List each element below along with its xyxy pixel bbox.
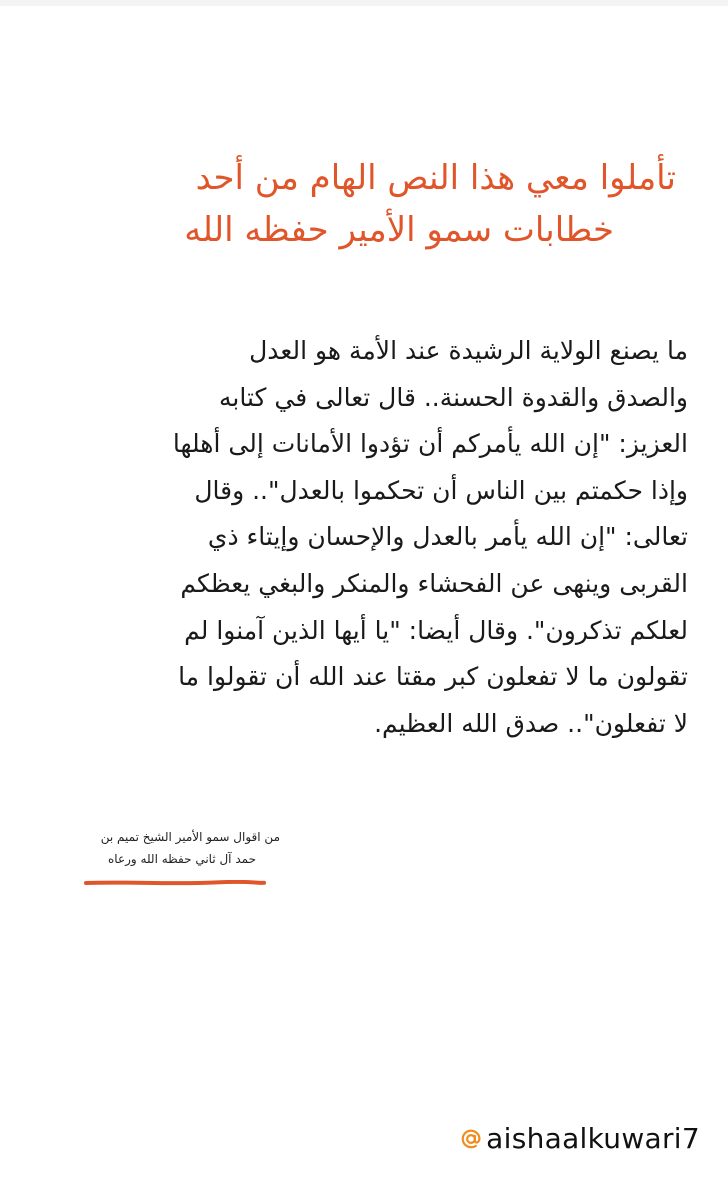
page-title bbox=[80, 152, 676, 256]
body-line: لعلكم تذكرون". وقال أيضا: "يا أيها الذين آمنوا لم bbox=[184, 615, 688, 645]
body-line: تعالى: "إن الله يأمر بالعدل والإحسان وإيتاء ذي bbox=[207, 522, 688, 552]
marker-underline bbox=[84, 880, 266, 886]
attribution-caption bbox=[40, 826, 280, 870]
title-line-2: خطابات سمو الأمير حفظه الله bbox=[184, 210, 614, 250]
body-line: تقولون ما لا تفعلون كبر مقتا عند الله أن تقولوا ما bbox=[178, 662, 688, 692]
body-line: وإذا حكمتم بين الناس أن تحكموا بالعدل".. وقال bbox=[194, 475, 688, 505]
handle-text: aishaalkuwari7 bbox=[486, 1122, 700, 1155]
quote-body bbox=[48, 328, 688, 747]
caption-line-2: حمد آل ثاني حفظه الله ورعاه bbox=[108, 852, 256, 866]
at-sign-icon bbox=[460, 1128, 482, 1150]
body-line: لا تفعلون".. صدق الله العظيم. bbox=[374, 708, 688, 738]
caption-line-1: من اقوال سمو الأمير الشيخ تميم بن bbox=[100, 830, 280, 844]
title-line-1: تأملوا معي هذا النص الهام من أحد bbox=[195, 158, 676, 198]
body-line: ما يصنع الولاية الرشيدة عند الأمة هو العدل bbox=[249, 336, 688, 365]
author-handle bbox=[460, 1122, 700, 1155]
body-line: القربى وينهى عن الفحشاء والمنكر والبغي يعظكم bbox=[180, 568, 688, 598]
body-line: العزيز: "إن الله يأمركم أن تؤدوا الأمانات إلى أهلها bbox=[172, 429, 688, 459]
top-strip bbox=[0, 0, 728, 6]
underline-stroke bbox=[86, 882, 264, 883]
body-line: والصدق والقدوة الحسنة.. قال تعالى في كتابه bbox=[219, 382, 688, 412]
